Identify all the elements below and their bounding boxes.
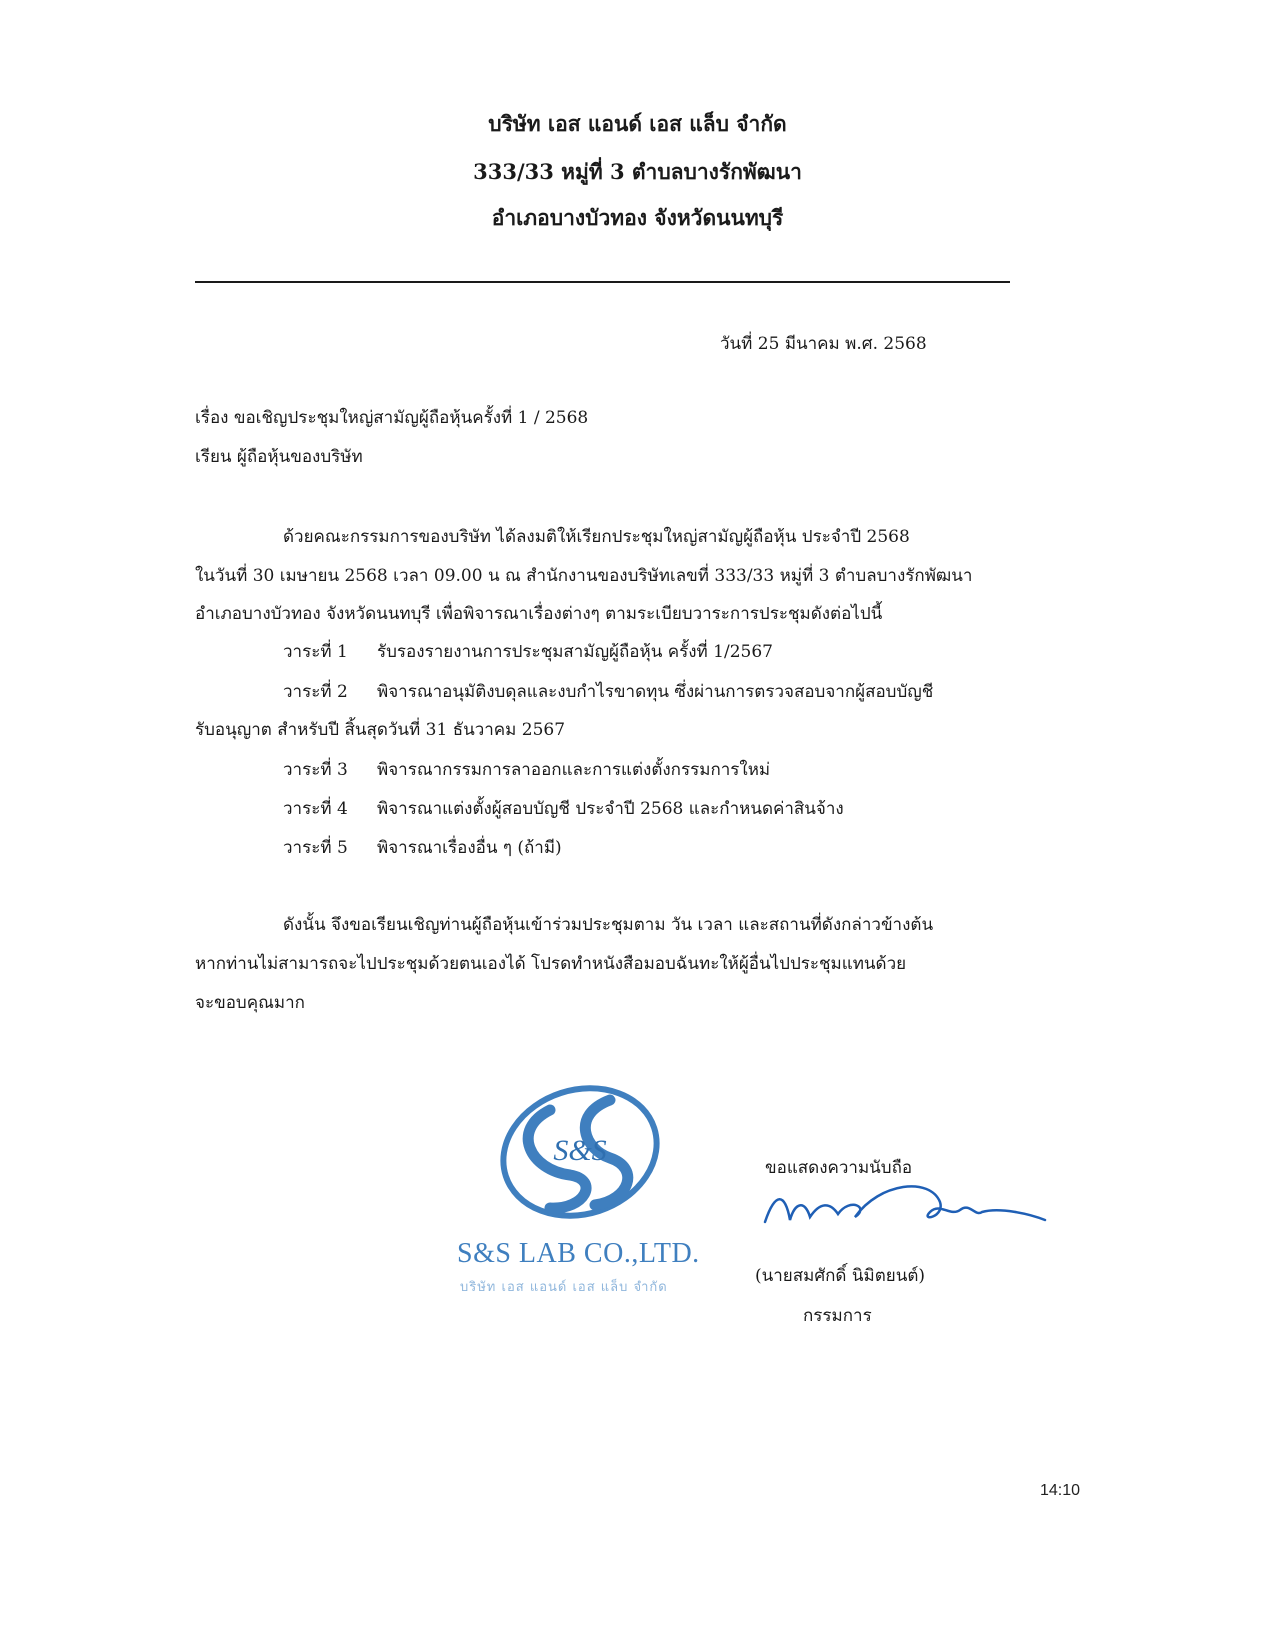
letter-recipient: เรียน ผู้ถือหุ้นของบริษัท	[195, 447, 363, 467]
logo-monogram: S&S	[553, 1134, 607, 1167]
letter-subject: เรื่อง ขอเชิญประชุมใหญ่สามัญผู้ถือหุ้นครั้งที่ 1 / 2568	[195, 408, 589, 428]
closing-line-1: ดังนั้น จึงขอเรียนเชิญท่านผู้ถือหุ้นเข้าร่วมประชุมตาม วัน เวลา และสถานที่ดังกล่าวข้างต้น	[283, 915, 934, 935]
signatory-position: กรรมการ	[803, 1306, 872, 1326]
signature-icon	[760, 1172, 1050, 1242]
intro-line-2: ในวันที่ 30 เมษายน 2568 เวลา 09.00 น ณ สำนักงานของบริษัทเลขที่ 333/33 หมู่ที่ 3 ตำบลบางรักพัฒนา	[195, 566, 973, 586]
agenda-text-4: พิจารณาแต่งตั้งผู้สอบบัญชี ประจำปี 2568 และกำหนดค่าสินจ้าง	[377, 799, 844, 819]
address-line-1: 333/33 หมู่ที่ 3 ตำบลบางรักพัฒนา	[473, 159, 802, 184]
closing-line-3: จะขอบคุณมาก	[195, 993, 305, 1013]
agenda-label-3: วาระที่ 3	[283, 760, 348, 780]
intro-line-3: อำเภอบางบัวทอง จังหวัดนนทบุรี เพื่อพิจารณาเรื่องต่างๆ ตามระเบียบวาระการประชุมดังต่อไปนี้	[195, 604, 883, 624]
agenda-text-3: พิจารณากรรมการลาออกและการแต่งตั้งกรรมการใหม่	[377, 760, 771, 780]
agenda-label-5: วาระที่ 5	[283, 838, 348, 858]
regards-text: ขอแสดงความนับถือ	[765, 1158, 913, 1178]
stamp-name-en: S&S LAB CO.,LTD.	[457, 1238, 700, 1269]
letter-date: วันที่ 25 มีนาคม พ.ศ. 2568	[720, 334, 927, 354]
header-divider	[195, 281, 1010, 283]
agenda-label-1: วาระที่ 1	[283, 642, 348, 662]
agenda-label-2: วาระที่ 2	[283, 682, 348, 702]
company-logo-icon	[490, 1080, 670, 1230]
agenda-text-1: รับรองรายงานการประชุมสามัญผู้ถือหุ้น ครั้งที่ 1/2567	[377, 642, 773, 662]
address-line-2: อำเภอบางบัวทอง จังหวัดนนทบุรี	[491, 205, 784, 230]
agenda-text-5: พิจารณาเรื่องอื่น ๆ (ถ้ามี)	[377, 838, 562, 858]
stamp-name-th: บริษัท เอส แอนด์ เอส แล็บ จำกัด	[460, 1280, 668, 1295]
agenda-label-4: วาระที่ 4	[283, 799, 348, 819]
company-name: บริษัท เอส แอนด์ เอส แล็บ จำกัด	[488, 111, 787, 136]
agenda-text-2: พิจารณาอนุมัติงบดุลและงบกำไรขาดทุน ซึ่งผ่านการตรวจสอบจากผู้สอบบัญชี	[377, 682, 934, 702]
signatory-name: (นายสมศักดิ์ นิมิตยนต์)	[755, 1266, 925, 1286]
agenda-text-2-continued: รับอนุญาต สำหรับปี สิ้นสุดวันที่ 31 ธันวาคม 2567	[195, 720, 566, 740]
intro-line-1: ด้วยคณะกรรมการของบริษัท ได้ลงมติให้เรียกประชุมใหญ่สามัญผู้ถือหุ้น ประจำปี 2568	[283, 527, 910, 547]
closing-line-2: หากท่านไม่สามารถจะไปประชุมด้วยตนเองได้ โปรดทำหนังสือมอบฉันทะให้ผู้อื่นไปประชุมแทนด้วย	[195, 954, 907, 974]
page-timestamp: 14:10	[1040, 1482, 1081, 1499]
